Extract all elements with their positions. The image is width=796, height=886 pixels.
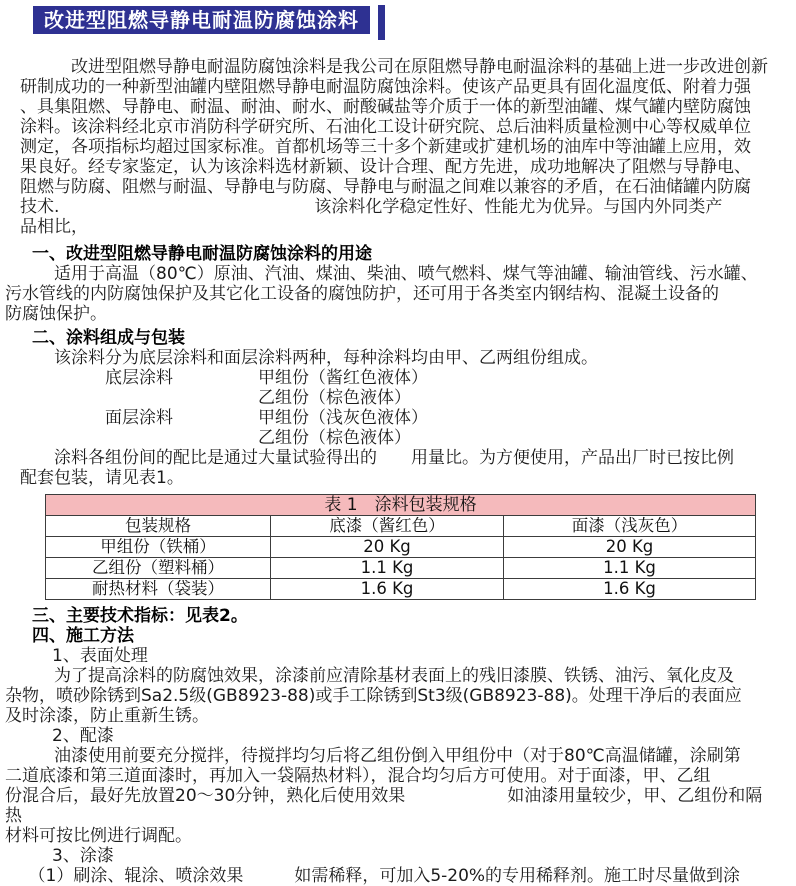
section-composition-body [20, 348, 770, 488]
section-specs [20, 606, 770, 626]
column-header: 包装规格 [46, 516, 271, 537]
table-row [46, 558, 756, 579]
table-title: 表 1 涂料包装规格 [46, 495, 756, 516]
section-usage [5, 244, 770, 324]
section-application-heading: 四、施工方法 [32, 626, 134, 646]
table-cell-topcoat: 1.1 Kg [504, 558, 756, 579]
text-line: 底层涂料 甲组份（酱红色液体） [20, 368, 428, 388]
section-application [5, 626, 770, 886]
text-line: 二道底漆和第三道面漆时，再加入一袋隔热材料），混合均匀后方可使用。对于面漆，甲、乙组 [5, 766, 711, 786]
text-line: 该涂料分为底层涂料和面层涂料两种，每种涂料均由甲、乙两组份组成。 [20, 348, 598, 368]
page-title: 改进型阻燃导静电耐温防腐蚀涂料 [33, 6, 370, 34]
section-composition [20, 328, 770, 488]
text-line: 涂料各组份间的配比是通过大量试验得出的 用量比。为方便使用，产品出厂时已按比例 [20, 448, 734, 468]
text-line: 乙组份（棕色液体） [20, 388, 411, 408]
intro-paragraph [20, 57, 770, 237]
table-row [46, 537, 756, 558]
text-line: 技术. 该涂料化学稳定性好、性能尤为优异。与国内外同类产 [20, 197, 723, 217]
title-accent-bar [378, 5, 385, 40]
column-header: 底漆（酱红色） [271, 516, 504, 537]
text-line: 2、配漆 [52, 726, 114, 746]
text-line: 适用于高温（80℃）原油、汽油、煤油、柴油、喷气燃料、煤气等油罐、输油管线、污水罐、 [20, 264, 758, 284]
table-cell-spec: 乙组份（塑料桶） [46, 558, 271, 579]
text-line: 、具集阻燃、导静电、耐温、耐油、耐水、耐酸碱盐等介质于一体的新型油罐、煤气罐内壁防腐蚀 [20, 97, 751, 117]
table-title-row [46, 495, 756, 516]
section-application-body [5, 646, 770, 886]
table-cell-topcoat: 20 Kg [504, 537, 756, 558]
text-line: 乙组份（棕色液体） [20, 428, 411, 448]
text-line: 份混合后，最好先放置20～30分钟，熟化后使用效果 如油漆用量较少，甲、乙组份和隔热 [5, 786, 763, 826]
table-cell-primer: 20 Kg [271, 537, 504, 558]
text-line: 及时涂漆，防止重新生锈。 [5, 706, 209, 726]
table-cell-spec: 耐热材料（袋装） [46, 579, 271, 600]
table-header-row [46, 516, 756, 537]
text-line: 3、涂漆 [52, 846, 114, 866]
text-line: 面层涂料 甲组份（浅灰色液体） [20, 408, 428, 428]
table-cell-primer: 1.1 Kg [271, 558, 504, 579]
table-row [46, 579, 756, 600]
text-line: 涂料。该涂料经北京市消防科学研究所、石油化工设计研究院、总后油料质量检测中心等权威单位 [20, 117, 751, 137]
section-usage-heading: 一、改进型阻燃导静电耐温防腐蚀涂料的用途 [32, 244, 372, 264]
section-composition-heading: 二、涂料组成与包装 [32, 328, 185, 348]
table-cell-spec: 甲组份（铁桶） [46, 537, 271, 558]
column-header: 面漆（浅灰色） [504, 516, 756, 537]
text-line: 配套包装，请见表1。 [20, 468, 184, 488]
text-line: 果良好。经专家鉴定，认为该涂料选材新颖、设计合理、配方先进，成功地解决了阻燃与导静电、 [20, 157, 751, 177]
table-body [46, 537, 756, 600]
text-line: 污水管线的内防腐蚀保护及其它化工设备的腐蚀防护，还可用于各类室内钢结构、混凝土设备的 [5, 284, 719, 304]
section-specs-heading: 三、主要技术指标：见表2。 [32, 606, 248, 626]
text-line: 研制成功的一种新型油罐内壁阻燃导静电耐温防腐蚀涂料。使该产品更具有固化温度低、附着力强 [20, 77, 751, 97]
text-line: 为了提高涂料的防腐蚀效果，涂漆前应清除基材表面上的残旧漆膜、铁锈、油污、氧化皮及 [20, 666, 734, 686]
text-line: 防腐蚀保护。 [5, 304, 107, 324]
title-bar [33, 5, 770, 41]
text-line: 测定，各项指标均超过国家标准。首都机场等三十多个新建或扩建机场的油库中等油罐上应用，效 [20, 137, 751, 157]
text-line: 品相比， [20, 217, 88, 237]
text-line: （1）刷涂、辊涂、喷涂效果 如需稀释，可加入5-20%的专用稀释剂。施工时尽量做到涂 [20, 866, 741, 886]
text-line: 油漆使用前要充分搅拌，待搅拌均匀后将乙组份倒入甲组份中（对于80℃高温储罐，涂刷第 [20, 746, 741, 766]
text-line: 杂物，喷砂除锈到Sa2.5级(GB8923-88)或手工除锈到St3级(GB8923-88)。处理干净后的表面应 [5, 686, 742, 706]
table-cell-topcoat: 1.6 Kg [504, 579, 756, 600]
section-usage-body [5, 264, 770, 324]
text-line: 材料可按比例进行调配。 [5, 826, 192, 846]
text-line: 阻燃与防腐、阻燃与耐温、导静电与防腐、导静电与耐温之间难以兼容的矛盾，在石油储罐内防腐 [20, 177, 751, 197]
table-cell-primer: 1.6 Kg [271, 579, 504, 600]
text-line: 改进型阻燃导静电耐温防腐蚀涂料是我公司在原阻燃导静电耐温涂料的基础上进一步改进创新 [20, 57, 768, 77]
text-line: 1、表面处理 [52, 646, 148, 666]
packaging-table [45, 494, 756, 600]
